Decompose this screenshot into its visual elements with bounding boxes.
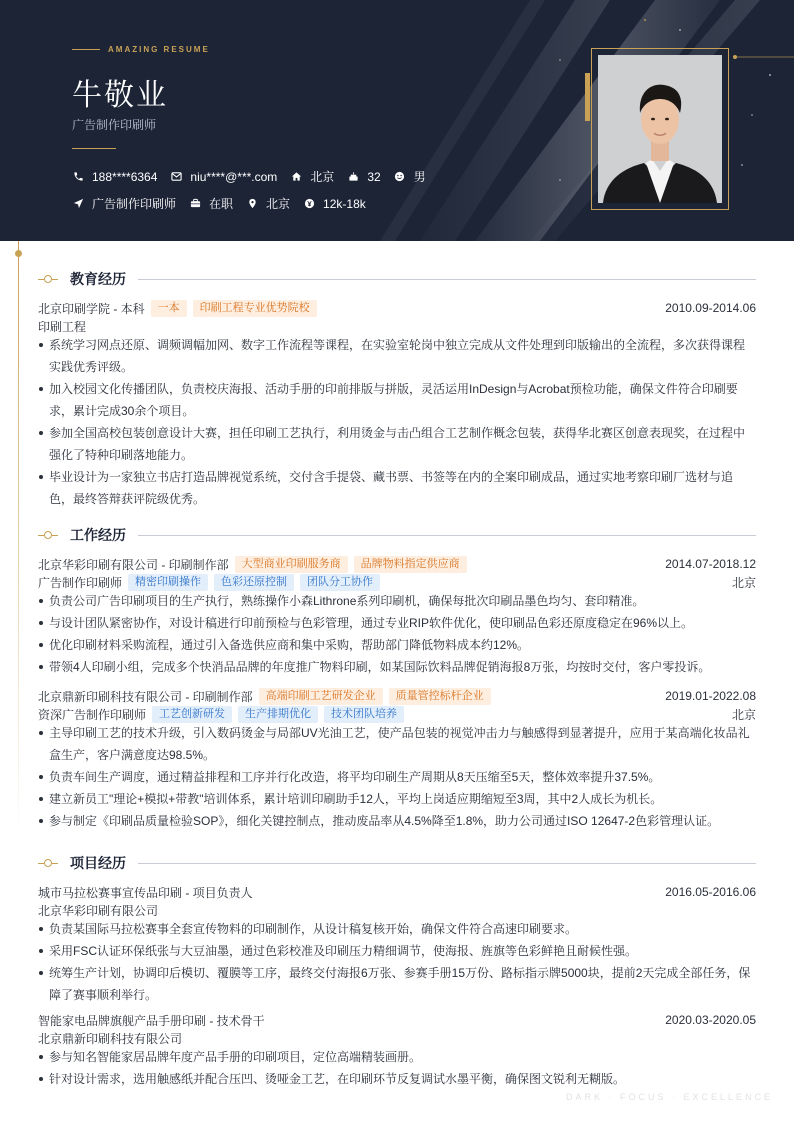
list-item: 参与知名智能家居品牌年度产品手册的印刷项目，定位高端精装画册。 — [38, 1046, 756, 1068]
project-name: 城市马拉松赛事宣传品印刷 - 项目负责人 — [38, 885, 253, 900]
salary-text: 12k-18k — [323, 196, 366, 211]
age-item — [347, 170, 380, 184]
footer-watermark: DARK · FOCUS · EXCELLENCE — [565, 1092, 773, 1102]
school-name: 北京印刷学院 - 本科 — [38, 301, 145, 316]
timeline-dot — [15, 250, 22, 257]
education-major-row — [38, 317, 756, 335]
timeline-rail — [18, 241, 19, 841]
skill-tag: 工艺创新研发 — [152, 706, 232, 723]
job-1-role-row — [38, 573, 756, 591]
gender-item — [394, 168, 426, 185]
send-icon — [72, 198, 84, 210]
phone-item — [72, 170, 157, 184]
status-text: 在职 — [209, 197, 234, 211]
brand-tagline — [72, 45, 210, 54]
target-city-item — [246, 195, 290, 212]
education-tag: 印刷工程专业优势院校 — [193, 300, 317, 317]
project-1-org-row — [38, 901, 756, 919]
title-divider — [72, 148, 116, 149]
company-tag: 高端印刷工艺研发企业 — [259, 688, 383, 705]
profile-photo — [598, 55, 722, 203]
email-item — [170, 170, 277, 184]
role-name: 广告制作印刷师 — [38, 575, 123, 590]
company-tag: 质量管控标杆企业 — [389, 688, 491, 705]
location-icon — [246, 198, 258, 210]
project-date: 2016.05-2016.06 — [665, 885, 756, 899]
section-divider — [138, 863, 756, 864]
list-item: 优化印刷材料采购流程，通过引入备选供应商和集中采购，帮助部门降低物料成本约12%。 — [38, 634, 756, 656]
target-job-text: 广告制作印刷师 — [92, 197, 177, 211]
project-2-org-row — [38, 1029, 756, 1047]
job-2-header — [38, 687, 756, 705]
projects-section-header — [38, 853, 756, 873]
section-divider — [138, 279, 756, 280]
list-item: 负责车间生产调度，通过精益排程和工序并行化改造，将平均印刷生产周期从8天压缩至5天，整体效率提升37.5%。 — [38, 766, 756, 788]
list-item: 负责某国际马拉松赛事全套宣传物料的印刷制作，从设计稿复核开始，确保文件符合高速印刷要求。 — [38, 918, 756, 940]
mail-icon — [170, 171, 182, 183]
skill-tag: 生产排期优化 — [238, 706, 318, 723]
city-item — [290, 168, 334, 185]
list-item: 系统学习网点还原、调频调幅加网、数字工作流程等课程，在实验室轮岗中独立完成从文件处理到印版输出的全流程，多次获得课程实践优秀评级。 — [38, 334, 756, 378]
salary-icon — [303, 198, 315, 210]
project-1-header — [38, 883, 756, 901]
education-title: 教育经历 — [70, 271, 126, 287]
skill-tag: 精密印刷操作 — [128, 574, 208, 591]
job-title: 广告制作印刷师 — [72, 118, 157, 132]
skill-tag: 色彩还原控制 — [214, 574, 294, 591]
job-2-bullets — [38, 722, 756, 832]
job-1-bullets — [38, 590, 756, 678]
job-location: 北京 — [731, 575, 756, 590]
list-item: 加入校园文化传播团队，负责校庆海报、活动手册的印前排版与拼版，灵活运用InDesign与Acrobat预检功能，确保文件符合印刷要求，累计完成30余个项目。 — [38, 378, 756, 422]
section-marker-icon — [38, 857, 58, 869]
brand-text: AMAZING RESUME — [108, 45, 210, 54]
photo-accent-bar — [585, 73, 590, 121]
education-section-header — [38, 269, 756, 289]
resume-header — [0, 0, 794, 241]
section-divider — [138, 535, 756, 536]
education-bullets — [38, 334, 756, 510]
project-org: 北京鼎新印刷科技有限公司 — [38, 1031, 183, 1046]
list-item: 负责公司广告印刷项目的生产执行，熟练操作小森Lithrone系列印刷机，确保每批次印刷品墨色均匀、套印精准。 — [38, 590, 756, 612]
list-item: 主导印刷工艺的技术升级，引入数码烫金与局部UV光油工艺，使产品包装的视觉冲击力与触感得到显著提升，应用于某高端化妆品礼盒生产，客户满意度达98.5%。 — [38, 722, 756, 766]
home-icon — [290, 171, 302, 183]
gender-text: 男 — [413, 170, 426, 184]
company-name: 北京鼎新印刷科技有限公司 - 印刷制作部 — [38, 689, 253, 704]
salary-item — [303, 197, 366, 211]
phone-icon — [72, 171, 84, 183]
projects-title: 项目经历 — [70, 855, 126, 871]
city-text: 北京 — [310, 170, 335, 184]
project-date: 2020.03-2020.05 — [665, 1013, 756, 1027]
phone-text: 188****6364 — [92, 169, 158, 184]
list-item: 统筹生产计划，协调印后模切、覆膜等工序，最终交付海报6万张、参赛手册15万份、路标指示牌5000块，提前2天完成全部任务，保障了赛事顺利举行。 — [38, 962, 756, 1006]
job-1-header — [38, 555, 756, 573]
status-item — [189, 195, 233, 212]
project-2-header — [38, 1011, 756, 1029]
list-item: 毕业设计为一家独立书店打造品牌视觉系统，交付含手提袋、藏书票、书签等在内的全案印刷成品，通过实地考察印刷厂选材与追色，最终答辩获评院级优秀。 — [38, 466, 756, 510]
role-name: 资深广告制作印刷师 — [38, 707, 147, 722]
major-name: 印刷工程 — [38, 319, 87, 334]
education-entry-header — [38, 299, 756, 317]
project-1-bullets — [38, 918, 756, 1006]
contact-row-2 — [72, 195, 379, 212]
cake-icon — [347, 171, 359, 183]
job-2-role-row — [38, 705, 756, 723]
project-2-bullets — [38, 1046, 756, 1090]
section-marker-icon — [38, 529, 58, 541]
skill-tag: 技术团队培养 — [324, 706, 404, 723]
briefcase-icon — [189, 198, 201, 210]
project-name: 智能家电品牌旗舰产品手册印刷 - 技术骨干 — [38, 1013, 265, 1028]
company-tag: 品牌物料指定供应商 — [354, 556, 467, 573]
list-item: 带领4人印刷小组，完成多个快消品品牌的年度推广物料印刷，如某国际饮料品牌促销海报8万张，均按时交付，客户零投诉。 — [38, 656, 756, 678]
brand-line — [72, 49, 100, 50]
education-tag: 一本 — [151, 300, 187, 317]
age-text: 32 — [367, 169, 381, 184]
email-text: niu****@***.com — [190, 169, 278, 184]
contact-row-1 — [72, 168, 439, 185]
company-tag: 大型商业印刷服务商 — [235, 556, 348, 573]
list-item: 针对设计需求，选用触感纸并配合压凹、烫哑金工艺，在印刷环节反复调试水墨平衡，确保图文锐利无糊版。 — [38, 1068, 756, 1090]
list-item: 参加全国高校包装创意设计大赛，担任印刷工艺执行，利用烫金与击凸组合工艺制作概念包装，获得华北赛区创意表现奖，在过程中强化了特种印刷落地能力。 — [38, 422, 756, 466]
target-city-text: 北京 — [266, 197, 291, 211]
job-date: 2014.07-2018.12 — [665, 557, 756, 571]
target-job-item — [72, 195, 176, 212]
education-date: 2010.09-2014.06 — [665, 301, 756, 315]
work-title: 工作经历 — [70, 527, 126, 543]
list-item: 与设计团队紧密协作，对设计稿进行印前预检与色彩管理，通过专业RIP软件优化，使印刷品色彩还原度稳定在96%以上。 — [38, 612, 756, 634]
candidate-name: 牛敬业 — [72, 79, 168, 112]
company-name: 北京华彩印刷有限公司 - 印刷制作部 — [38, 557, 229, 572]
job-date: 2019.01-2022.08 — [665, 689, 756, 703]
skill-tag: 团队分工协作 — [300, 574, 380, 591]
section-marker-icon — [38, 273, 58, 285]
list-item: 采用FSC认证环保纸张与大豆油墨，通过色彩校准及印刷压力精细调节，使海报、旌旗等色彩鲜艳且耐候性强。 — [38, 940, 756, 962]
job-location: 北京 — [731, 707, 756, 722]
list-item: 建立新员工"理论+模拟+带教"培训体系，累计培训印刷助手12人，平均上岗适应期缩短至3周，其中2人成长为机长。 — [38, 788, 756, 810]
smile-icon — [394, 171, 406, 183]
list-item: 参与制定《印刷品质量检验SOP》，细化关键控制点，推动废品率从4.5%降至1.8%，助力公司通过ISO 12647-2色彩管理认证。 — [38, 810, 756, 832]
project-org: 北京华彩印刷有限公司 — [38, 903, 159, 918]
work-section-header — [38, 525, 756, 545]
